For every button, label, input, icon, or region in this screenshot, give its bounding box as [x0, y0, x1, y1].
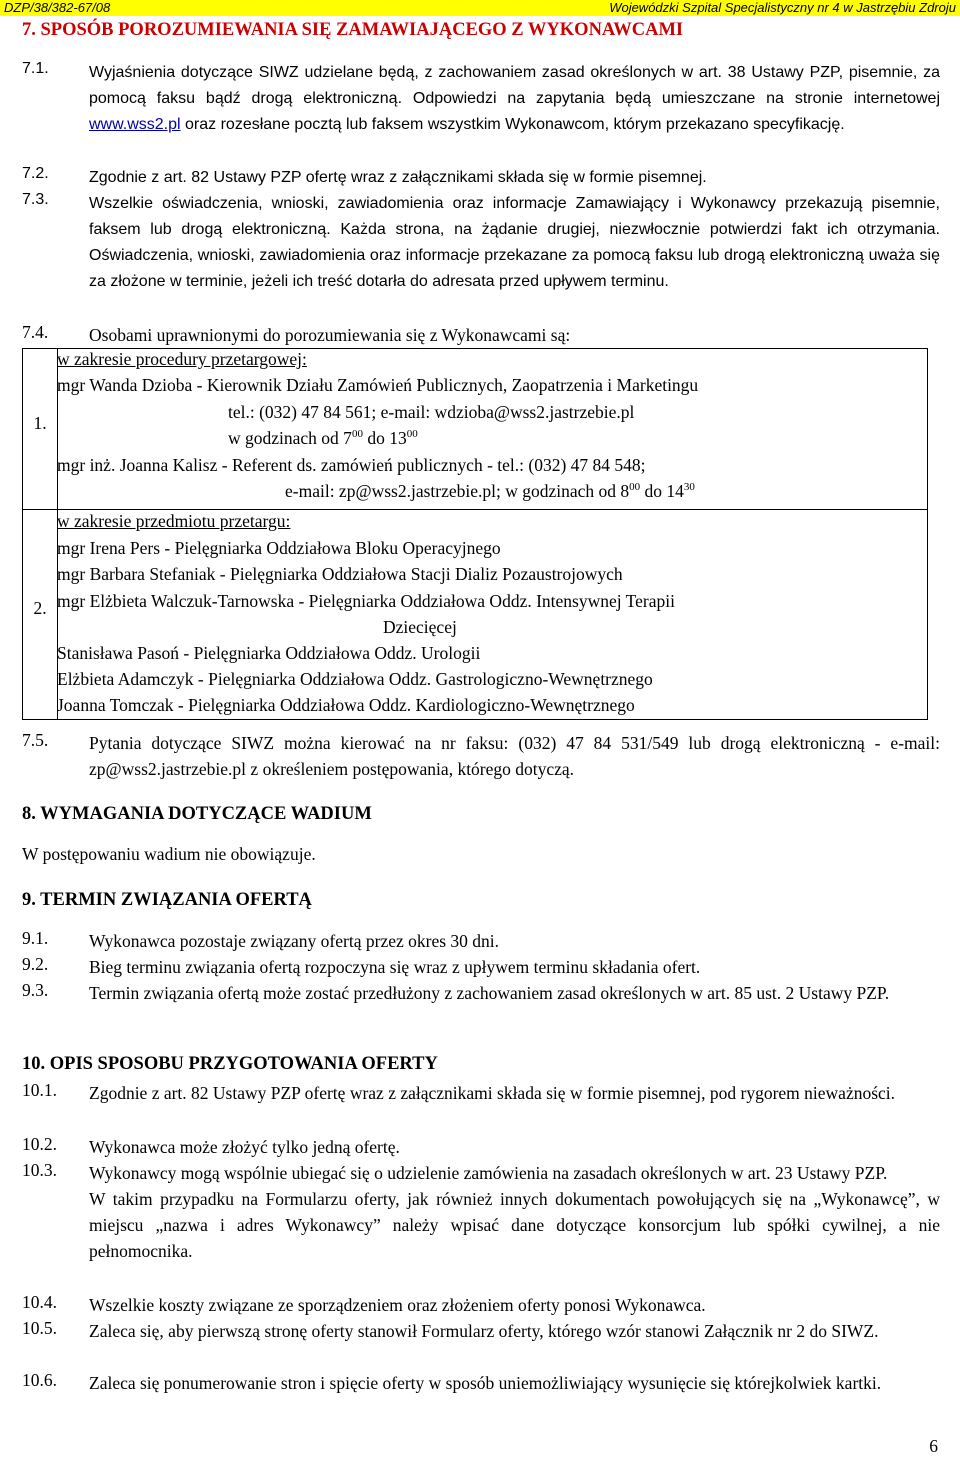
- section-9-title: 9. TERMIN ZWIĄZANIA OFERTĄ: [22, 890, 312, 910]
- item-text: Wszelkie koszty związane ze sporządzeniem oraz złożeniem oferty ponosi Wykonawca.: [89, 1295, 706, 1315]
- section-10-title: 10. OPIS SPOSOBU PRZYGOTOWANIA OFERTY: [22, 1054, 438, 1074]
- item-number: 10.6.: [22, 1370, 57, 1390]
- item-number: 7.1.: [22, 60, 49, 77]
- section-7-title: 7. SPOSÓB POROZUMIEWANIA SIĘ ZAMAWIAJĄCEGO Z WYKONAWCAMI: [22, 20, 684, 40]
- contact-part: e-mail: zp@wss2.jastrzebie.pl; w godzinach od 8: [285, 481, 630, 501]
- item-number: 10.1.: [22, 1080, 57, 1100]
- item-text: Termin związania ofertą może zostać przedłużony z zachowaniem zasad określonych w art. 85 ust. 2 Ustawy PZP.: [89, 983, 890, 1003]
- item-10-4: [22, 1292, 940, 1318]
- contact-line: Dziecięcej: [383, 617, 457, 637]
- item-number: 7.3.: [22, 191, 49, 208]
- item-paragraph: W takim przypadku na Formularzu oferty, jak również innych dokumentach powołujących się na „Wykonawcę”, w miejscu „nazwa i adres Wykonawcy” należy wpisać dane dotyczące konsorcjum lub spółki cywilnej, a nie pełnomocnika.: [89, 1189, 940, 1261]
- item-text: Zgodnie z art. 82 Ustawy PZP ofertę wraz z załącznikami składa się w formie pisemnej.: [89, 169, 707, 186]
- section-8-title: 8. WYMAGANIA DOTYCZĄCE WADIUM: [22, 804, 372, 824]
- contact-hours-part: do 13: [362, 428, 407, 448]
- row-number-1: 1.: [33, 413, 47, 433]
- item-number: 10.3.: [22, 1160, 57, 1180]
- row-number-2: 2.: [33, 598, 47, 618]
- item-10-2: [22, 1134, 940, 1160]
- contact-line: mgr Wanda Dzioba - Kierownik Działu Zamówień Publicznych, Zaopatrzenia i Marketingu: [57, 375, 699, 395]
- contact-email-hours: [285, 481, 695, 502]
- item-paragraph: Wykonawcy mogą wspólnie ubiegać się o udzielenie zamówienia na zasadach określonych w art. 23 Ustawy PZP.: [89, 1163, 888, 1183]
- contact-line: Joanna Tomczak - Pielęgniarka Oddziałowa Oddz. Kardiologiczno-Wewnętrznego: [57, 695, 635, 715]
- contact-line: mgr Irena Pers - Pielęgniarka Oddziałowa Bloku Operacyjnego: [57, 538, 501, 558]
- item-text-part: Wyjaśnienia dotyczące SIWZ udzielane będą, z zachowaniem zasad określonych w art. 38 Ustawy PZP, pisemnie, za pomocą faksu bądź drogą elektroniczną. Odpowiedzi na zapytania będą umieszczane na stronie internetowej: [89, 64, 940, 107]
- item-9-3: [22, 980, 940, 1006]
- contact-hours-part: w godzinach od 7: [228, 428, 352, 448]
- item-text: [89, 1160, 940, 1264]
- document-ref: DZP/38/382-67/08: [4, 0, 111, 15]
- item-10-5: [22, 1318, 940, 1344]
- item-number: 9.2.: [22, 954, 49, 974]
- item-text: Osobami uprawnionymi do porozumiewania się z Wykonawcami są:: [89, 325, 571, 345]
- item-number: 10.2.: [22, 1134, 57, 1154]
- item-number: 10.4.: [22, 1292, 57, 1312]
- item-10-1: [22, 1080, 940, 1106]
- contacts-heading-subject: w zakresie przedmiotu przetargu:: [57, 511, 291, 531]
- contact-line: Elżbieta Adamczyk - Pielęgniarka Oddziałowa Oddz. Gastrologiczno-Wewnętrznego: [57, 669, 653, 689]
- hospital-name: Wojewódzki Szpital Specjalistyczny nr 4 w Jastrzębiu Zdroju: [609, 0, 956, 15]
- item-10-6: [22, 1370, 940, 1396]
- contact-part: 00: [629, 481, 641, 494]
- item-text: Wykonawca pozostaje związany ofertą przez okres 30 dni.: [89, 931, 500, 951]
- item-number: 7.5.: [22, 730, 49, 750]
- item-7-4: [22, 322, 940, 348]
- item-9-1: [22, 928, 940, 954]
- item-number: 9.3.: [22, 980, 49, 1000]
- row-divider: [23, 509, 927, 510]
- item-7-5: [22, 730, 940, 782]
- item-text: Wszelkie oświadczenia, wnioski, zawiadomienia oraz informacje Zamawiający i Wykonawcy przekazują pisemnie, faksem lub drogą elektroniczną. Każda strona, na żądanie drugiej, niezwłocznie potwierdzi fakt ich otrzymania. Oświadczenia, wnioski, zawiadomienia oraz informacje przekazane za pomocą faksu lub drogą elektroniczną uważa się za złożone w terminie, jeżeli ich treść dotarła do adresata przed upływem terminu.: [89, 195, 940, 290]
- contacts-heading-procedure: w zakresie procedury przetargowej:: [57, 349, 307, 369]
- contact-line: mgr Elżbieta Walczuk-Tarnowska - Pielęgniarka Oddziałowa Oddz. Intensywnej Terapii: [57, 591, 675, 611]
- contact-part: do 14: [640, 481, 684, 501]
- page-header: [0, 0, 960, 16]
- contact-hours-part: 00: [406, 428, 418, 441]
- item-text: Bieg terminu związania ofertą rozpoczyna się wraz z upływem terminu składania ofert.: [89, 957, 701, 977]
- item-text: Zaleca się ponumerowanie stron i spięcie oferty w sposób uniemożliwiający wysunięcie się którejkolwiek kartki.: [89, 1373, 882, 1393]
- contact-line: mgr Barbara Stefaniak - Pielęgniarka Oddziałowa Stacji Dializ Pozaustrojowych: [57, 564, 623, 584]
- contact-line: tel.: (032) 47 84 561; e-mail: wdzioba@wss2.jastrzebie.pl: [228, 402, 635, 422]
- item-number: 9.1.: [22, 928, 49, 948]
- website-link[interactable]: www.wss2.pl: [89, 116, 181, 133]
- item-9-2: [22, 954, 940, 980]
- item-7-2: [22, 165, 940, 191]
- item-10-3: [22, 1160, 940, 1264]
- item-7-3: [22, 191, 940, 295]
- item-number: 10.5.: [22, 1318, 57, 1338]
- contact-hours-part: 00: [351, 428, 363, 441]
- item-text: Pytania dotyczące SIWZ można kierować na nr faksu: (032) 47 84 531/549 lub drogą elektroniczną - e-mail: zp@wss2.jastrzebie.pl z określeniem postępowania, którego dotyczą.: [89, 733, 940, 779]
- item-text: Wykonawca może złożyć tylko jedną ofertę.: [89, 1137, 400, 1157]
- item-text: Zaleca się, aby pierwszą stronę oferty stanowił Formularz oferty, którego wzór stanowi Załącznik nr 2 do SIWZ.: [89, 1321, 879, 1341]
- contact-line: mgr inż. Joanna Kalisz - Referent ds. zamówień publicznych - tel.: (032) 47 84 548;: [57, 455, 646, 475]
- page-number: 6: [929, 1436, 938, 1456]
- contacts-table: [22, 348, 928, 720]
- section-8-text: W postępowaniu wadium nie obowiązuje.: [22, 844, 316, 864]
- item-text: Zgodnie z art. 82 Ustawy PZP ofertę wraz z załącznikami składa się w formie pisemnej, pod rygorem nieważności.: [89, 1083, 896, 1103]
- contact-line: Stanisława Pasoń - Pielęgniarka Oddziałowa Oddz. Urologii: [57, 643, 481, 663]
- contact-part: 30: [683, 481, 695, 494]
- item-7-1: [22, 60, 940, 138]
- item-number: 7.4.: [22, 322, 49, 342]
- item-text: [89, 60, 940, 138]
- item-number: 7.2.: [22, 165, 49, 182]
- contact-hours: [228, 428, 418, 449]
- item-text-part: oraz rozesłane pocztą lub faksem wszystkim Wykonawcom, którym przekazano specyfikację.: [180, 116, 845, 133]
